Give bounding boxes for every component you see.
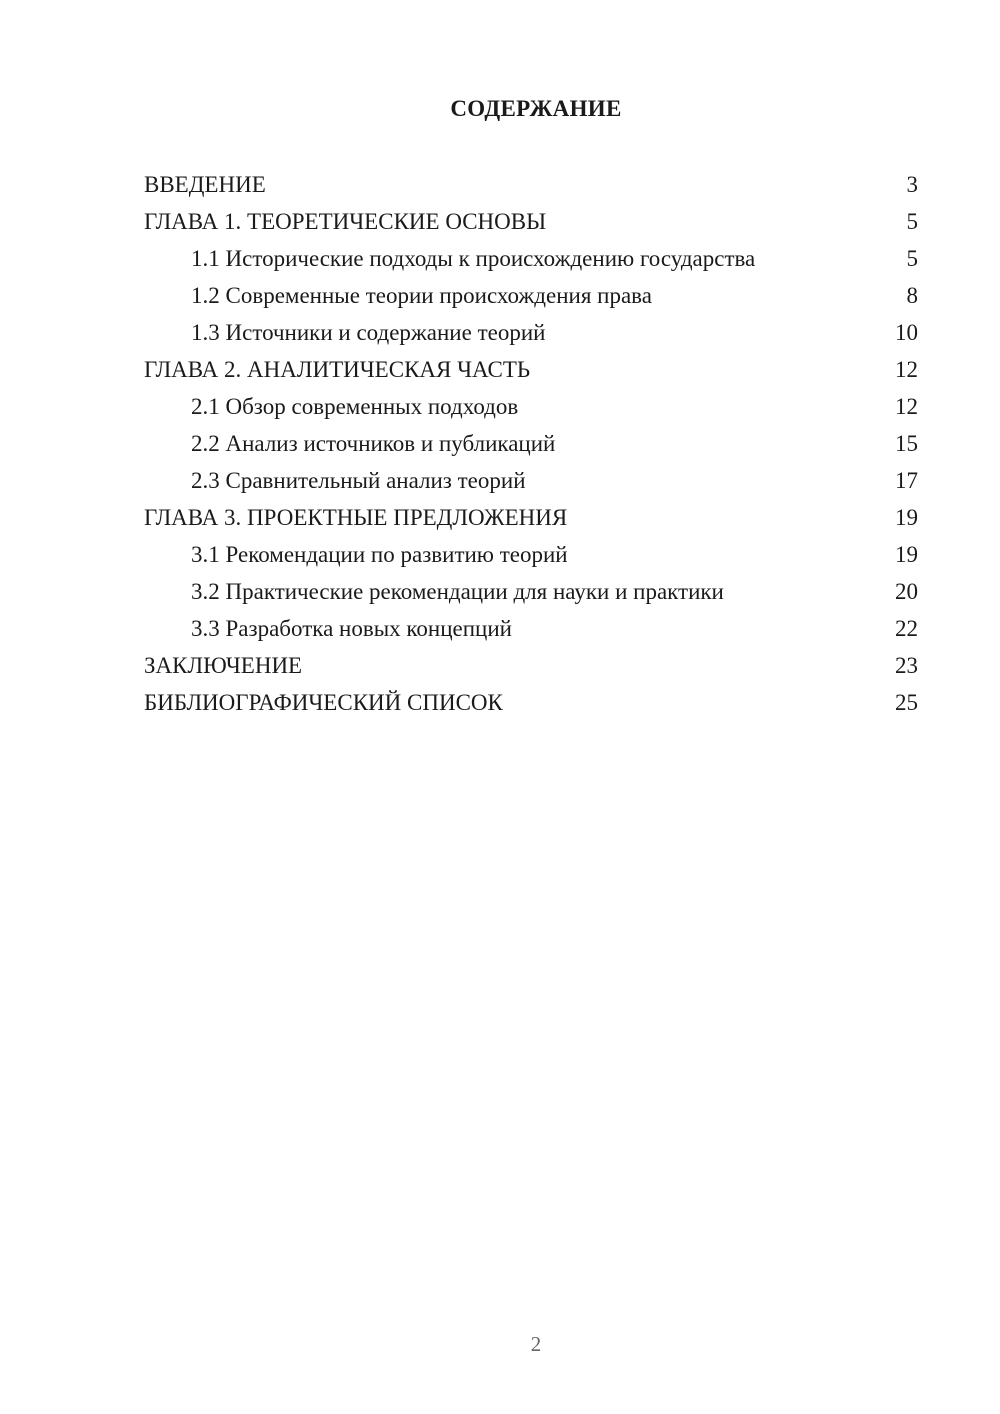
page-title: СОДЕРЖАНИЕ — [450, 96, 622, 121]
toc-entry-page: 19 — [895, 505, 918, 530]
toc-entry-section-2-1 — [144, 388, 918, 425]
toc-entry-page: 8 — [906, 283, 918, 308]
toc-entry-label: 3.1 Рекомендации по развитию теорий — [191, 542, 568, 567]
toc-entry-label: 3.2 Практические рекомендации для науки и практики — [191, 579, 724, 604]
toc-entry-page: 19 — [895, 542, 918, 567]
toc-entry-page: 12 — [895, 357, 918, 382]
toc-entry-page: 17 — [895, 468, 918, 493]
toc-entry-conclusion — [144, 647, 918, 684]
toc-entry-section-1-1 — [144, 240, 918, 277]
page-number: 2 — [530, 1332, 542, 1356]
toc-entry-page: 25 — [895, 690, 918, 715]
toc-entry-page: 23 — [895, 653, 918, 678]
toc-entry-label: ЗАКЛЮЧЕНИЕ — [144, 653, 303, 678]
toc-entry-label: ГЛАВА 3. ПРОЕКТНЫЕ ПРЕДЛОЖЕНИЯ — [144, 505, 568, 530]
toc-entry-page: 10 — [895, 320, 918, 345]
toc-entry-section-3-2 — [144, 573, 918, 610]
toc-entry-introduction — [144, 166, 918, 203]
toc-entry-chapter-1 — [144, 203, 918, 240]
toc-entry-page: 3 — [906, 172, 918, 197]
toc-entry-label: 1.3 Источники и содержание теорий — [191, 320, 546, 345]
toc-entry-label: ГЛАВА 2. АНАЛИТИЧЕСКАЯ ЧАСТЬ — [144, 357, 531, 382]
toc-entry-section-2-3 — [144, 462, 918, 499]
toc-entry-section-3-3 — [144, 610, 918, 647]
toc-entry-page: 5 — [906, 246, 918, 271]
table-of-contents — [144, 166, 918, 721]
toc-entry-section-2-2 — [144, 425, 918, 462]
toc-entry-chapter-2 — [144, 351, 918, 388]
toc-entry-section-1-3 — [144, 314, 918, 351]
toc-entry-label: ГЛАВА 1. ТЕОРЕТИЧЕСКИЕ ОСНОВЫ — [144, 209, 547, 234]
toc-entry-section-1-2 — [144, 277, 918, 314]
toc-entry-page: 22 — [895, 616, 918, 641]
toc-entry-label: 1.1 Исторические подходы к происхождению государства — [191, 246, 756, 271]
toc-entry-label: 2.1 Обзор современных подходов — [191, 394, 519, 419]
toc-entry-label: БИБЛИОГРАФИЧЕСКИЙ СПИСОК — [144, 690, 503, 715]
toc-entry-page: 15 — [895, 431, 918, 456]
toc-entry-label: ВВЕДЕНИЕ — [144, 172, 266, 197]
toc-entry-chapter-3 — [144, 499, 918, 536]
toc-entry-page: 12 — [895, 394, 918, 419]
toc-entry-label: 3.3 Разработка новых концепций — [191, 616, 512, 641]
toc-entry-label: 2.2 Анализ источников и публикаций — [191, 431, 556, 456]
toc-entry-page: 5 — [906, 209, 918, 234]
toc-entry-section-3-1 — [144, 536, 918, 573]
toc-entry-label: 2.3 Сравнительный анализ теорий — [191, 468, 526, 493]
toc-entry-page: 20 — [895, 579, 918, 604]
toc-entry-label: 1.2 Современные теории происхождения права — [191, 283, 652, 308]
toc-entry-bibliography — [144, 684, 918, 721]
